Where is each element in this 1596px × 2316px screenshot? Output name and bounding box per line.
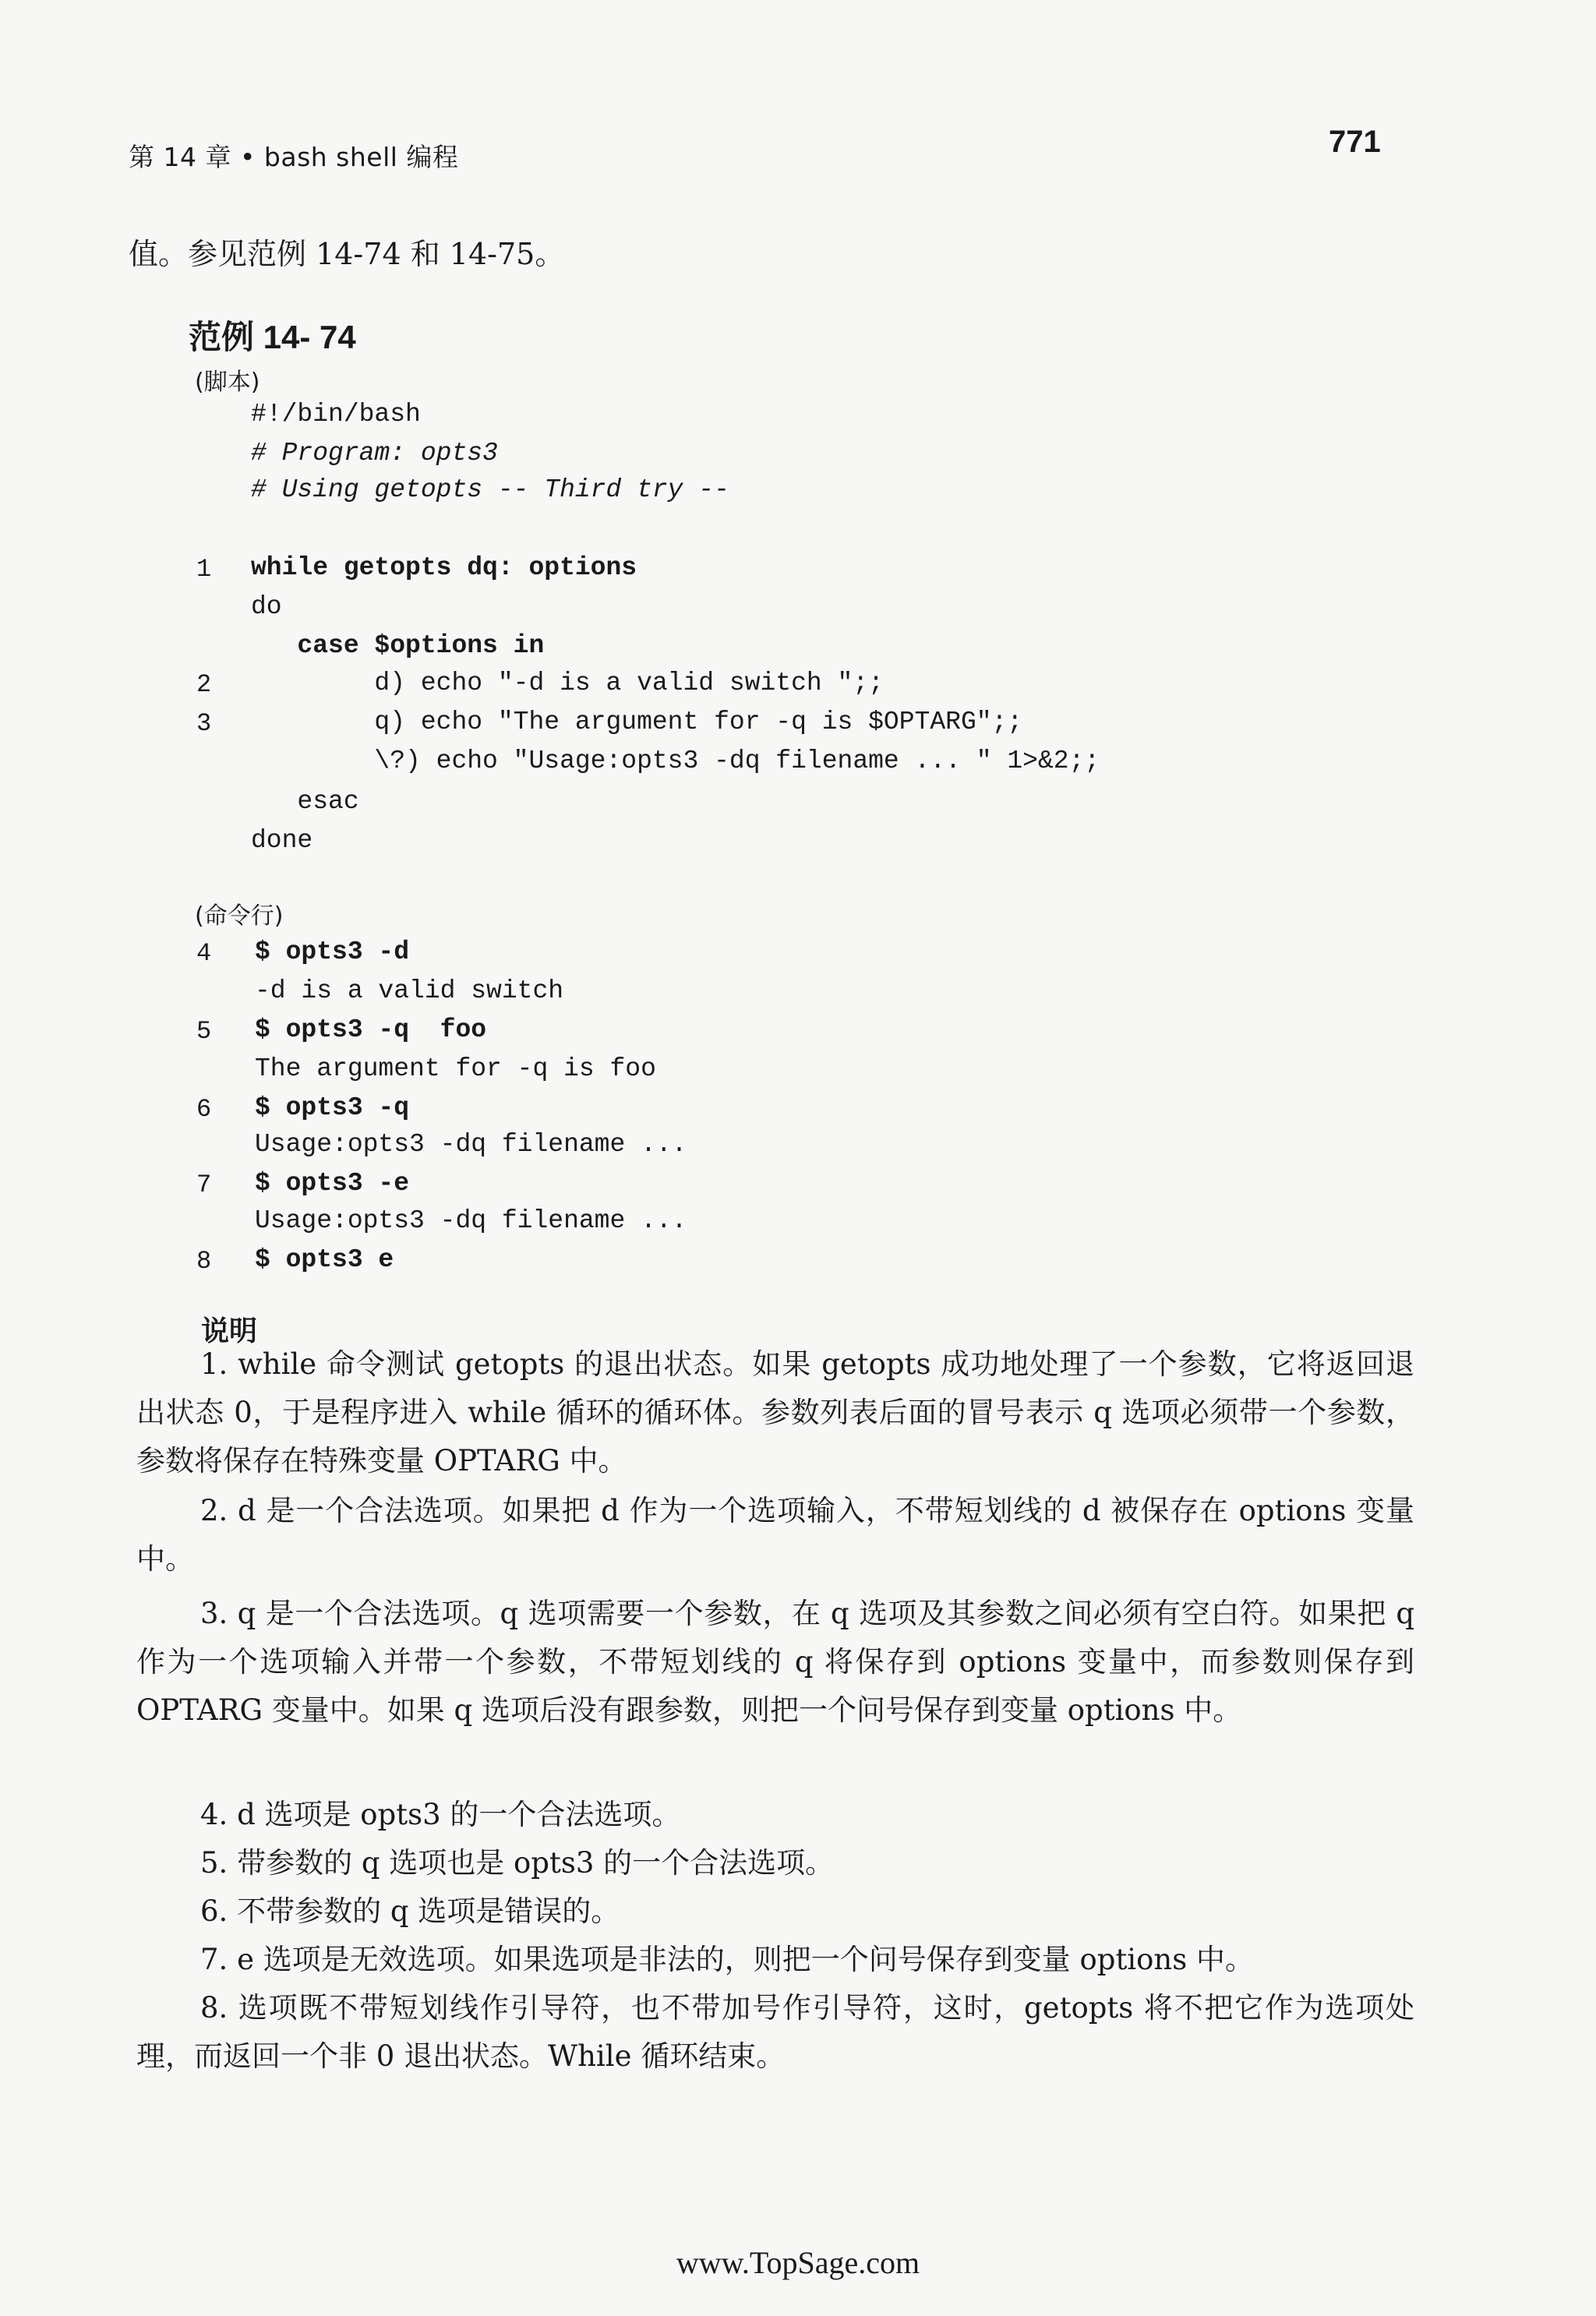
note-paragraph: 6. 不带参数的 q 选项是错误的。 bbox=[200, 1894, 620, 1928]
example-title: 范例 14- 74 bbox=[189, 319, 356, 355]
note-paragraph: 1. while 命令测试 getopts 的退出状态。如果 getopts 成功地处理了一个参数，它将返回退出状态 0，于是程序进入 while 循环的循环体。参数列表后面的冒号表示 q 选项必须带一个参数，参数将保存在特殊变量 OPTARG 中。 bbox=[136, 1347, 1414, 1478]
code-line: done bbox=[251, 826, 313, 855]
line-number: 8 bbox=[196, 1247, 212, 1276]
code-line: d) echo "-d is a valid switch ";; bbox=[251, 669, 884, 697]
output-line: Usage:opts3 -dq filename ... bbox=[255, 1130, 687, 1159]
line-number: 5 bbox=[196, 1017, 212, 1046]
command-line: $ opts3 -d bbox=[255, 937, 410, 966]
notes-title: 说明 bbox=[201, 1315, 258, 1347]
code-line: # Program: opts3 bbox=[251, 439, 498, 468]
code-line: #!/bin/bash bbox=[251, 400, 421, 429]
intro-text: 值。参见范例 14-74 和 14-75。 bbox=[129, 237, 565, 271]
command-line: $ opts3 e bbox=[255, 1245, 394, 1274]
line-number: 1 bbox=[196, 555, 212, 584]
note-paragraph: 5. 带参数的 q 选项也是 opts3 的一个合法选项。 bbox=[200, 1846, 835, 1880]
note-paragraph: 3. q 是一个合法选项。q 选项需要一个参数，在 q 选项及其参数之间必须有空白符。如果把 q 作为一个选项输入并带一个参数，不带短划线的 q 将保存到 options 变量中，而参数则保存到 OPTARG 变量中。如果 q 选项后没有跟参数，则把一个问号保存到变量 options 中。 bbox=[136, 1597, 1414, 1727]
output-line: Usage:opts3 -dq filename ... bbox=[255, 1206, 687, 1235]
note-paragraph: 4. d 选项是 opts3 的一个合法选项。 bbox=[200, 1798, 681, 1831]
chapter-header: 第 14 章 • bash shell 编程 bbox=[129, 142, 459, 172]
line-number: 3 bbox=[196, 709, 212, 738]
output-line: -d is a valid switch bbox=[255, 976, 564, 1005]
output-line: The argument for -q is foo bbox=[255, 1054, 656, 1083]
note-paragraph: 2. d 是一个合法选项。如果把 d 作为一个选项输入，不带短划线的 d 被保存在 options 变量中。 bbox=[136, 1494, 1414, 1576]
line-number: 7 bbox=[196, 1170, 212, 1199]
code-line: do bbox=[251, 592, 282, 621]
command-line: $ opts3 -q bbox=[255, 1093, 410, 1122]
code-line: esac bbox=[251, 787, 359, 816]
script-label: (脚本) bbox=[195, 369, 260, 396]
line-number: 4 bbox=[196, 939, 212, 968]
code-line: # Using getopts -- Third try -- bbox=[251, 475, 729, 504]
line-number: 6 bbox=[196, 1095, 212, 1124]
command-line: $ opts3 -e bbox=[255, 1169, 410, 1198]
code-line: \?) echo "Usage:opts3 -dq filename ... " 1>&2;; bbox=[251, 747, 1100, 775]
command-label: (命令行) bbox=[195, 902, 284, 930]
code-line: while getopts dq: options bbox=[251, 553, 637, 582]
footer-url: www.TopSage.com bbox=[676, 2245, 920, 2280]
note-paragraph: 7. e 选项是无效选项。如果选项是非法的，则把一个问号保存到变量 options 中。 bbox=[200, 1943, 1254, 1976]
code-line: case $options in bbox=[251, 631, 545, 660]
note-paragraph: 8. 选项既不带短划线作引导符，也不带加号作引导符，这时，getopts 将不把它作为选项处理，而返回一个非 0 退出状态。While 循环结束。 bbox=[136, 1991, 1414, 2073]
line-number: 2 bbox=[196, 670, 212, 699]
code-line: q) echo "The argument for -q is $OPTARG";; bbox=[251, 708, 1023, 736]
command-line: $ opts3 -q foo bbox=[255, 1015, 487, 1044]
page-number: 771 bbox=[1329, 125, 1381, 159]
